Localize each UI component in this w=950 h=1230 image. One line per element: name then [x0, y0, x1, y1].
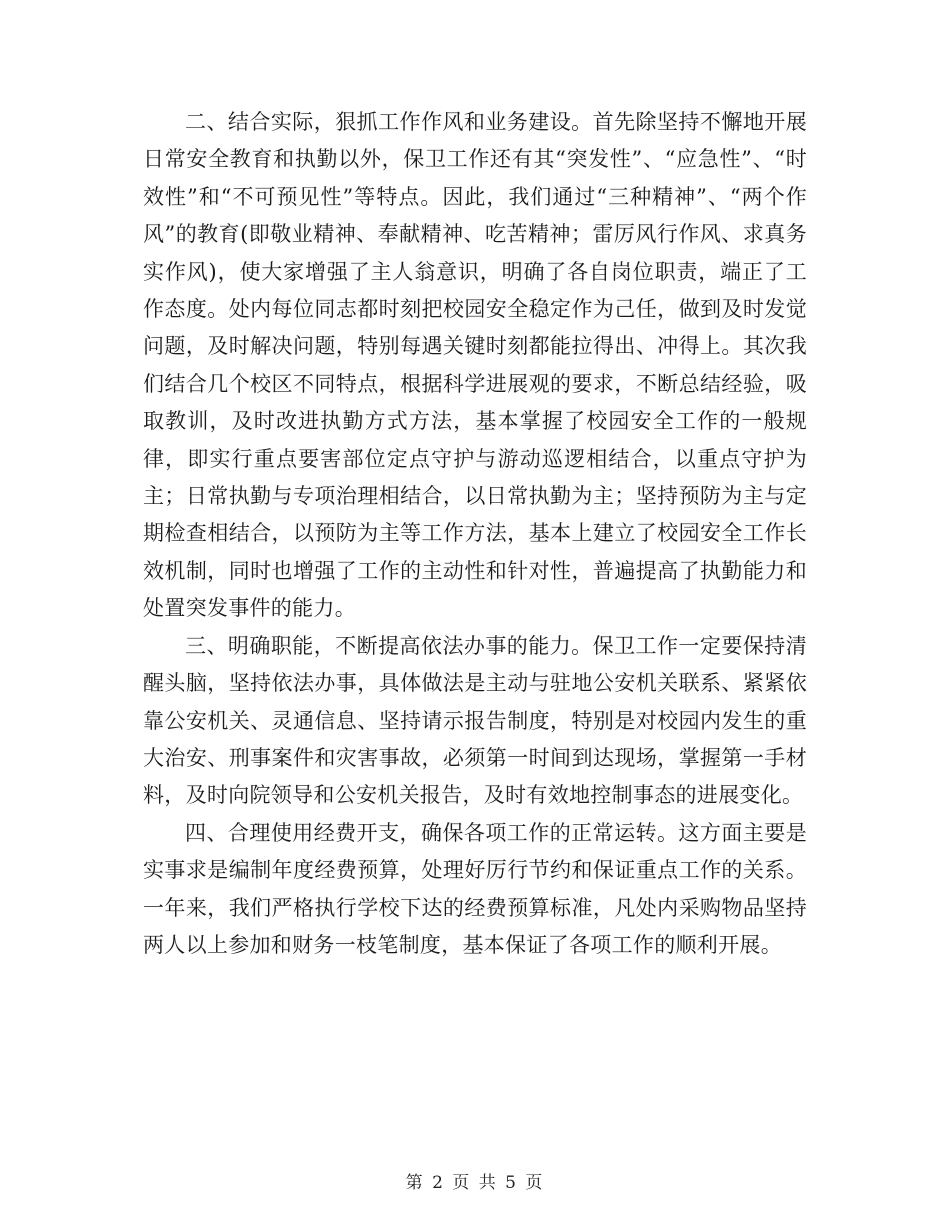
page-number-footer: 第 2 页 共 5 页: [405, 1173, 545, 1193]
paragraph-section-3: 三、明确职能，不断提高依法办事的能力。保卫工作一定要保持清醒头脑，坚持依法办事，具体做法是主动与驻地公安机关联系、紧紧依靠公安机关、灵通信息、坚持请示报告制度，特别是对校园内发生的重大治安、刑事案件和灾害事故，必须第一时间到达现场，掌握第一手材料，及时向院领导和公安机关报告，及时有效地控制事态的进展变化。: [143, 633, 807, 808]
paragraph-section-2: 二、结合实际，狠抓工作作风和业务建设。首先除坚持不懈地开展日常安全教育和执勤以外，保卫工作还有其“突发性”、“应急性”、“时效性”和“不可预见性”等特点。因此，我们通过“三种精神”、“两个作风”的教育(即敬业精神、奉献精神、吃苦精神；雷厉风行作风、求真务实作风)，使大家增强了主人翁意识，明确了各自岗位职责，端正了工作态度。处内每位同志都时刻把校园安全稳定作为己任，做到及时发觉问题，及时解决问题，特别每遇关键时刻都能拉得出、冲得上。其次我们结合几个校区不同特点，根据科学进展观的要求，不断总结经验，吸取教训，及时改进执勤方式方法，基本掌握了校园安全工作的一般规律，即实行重点要害部位定点守护与游动巡逻相结合，以重点守护为主；日常执勤与专项治理相结合，以日常执勤为主；坚持预防为主与定期检查相结合，以预防为主等工作方法，基本上建立了校园安全工作长效机制，同时也增强了工作的主动性和针对性，普遍提高了执勤能力和处置突发事件的能力。: [143, 110, 807, 621]
document-body: [143, 104, 807, 964]
paragraph-section-4: 四、合理使用经费开支，确保各项工作的正常运转。这方面主要是实事求是编制年度经费预算，处理好厉行节约和保证重点工作的关系。一年来，我们严格执行学校下达的经费预算标准，凡处内采购物品坚持两人以上参加和财务一枝笔制度，基本保证了各项工作的顺利开展。: [143, 820, 807, 957]
